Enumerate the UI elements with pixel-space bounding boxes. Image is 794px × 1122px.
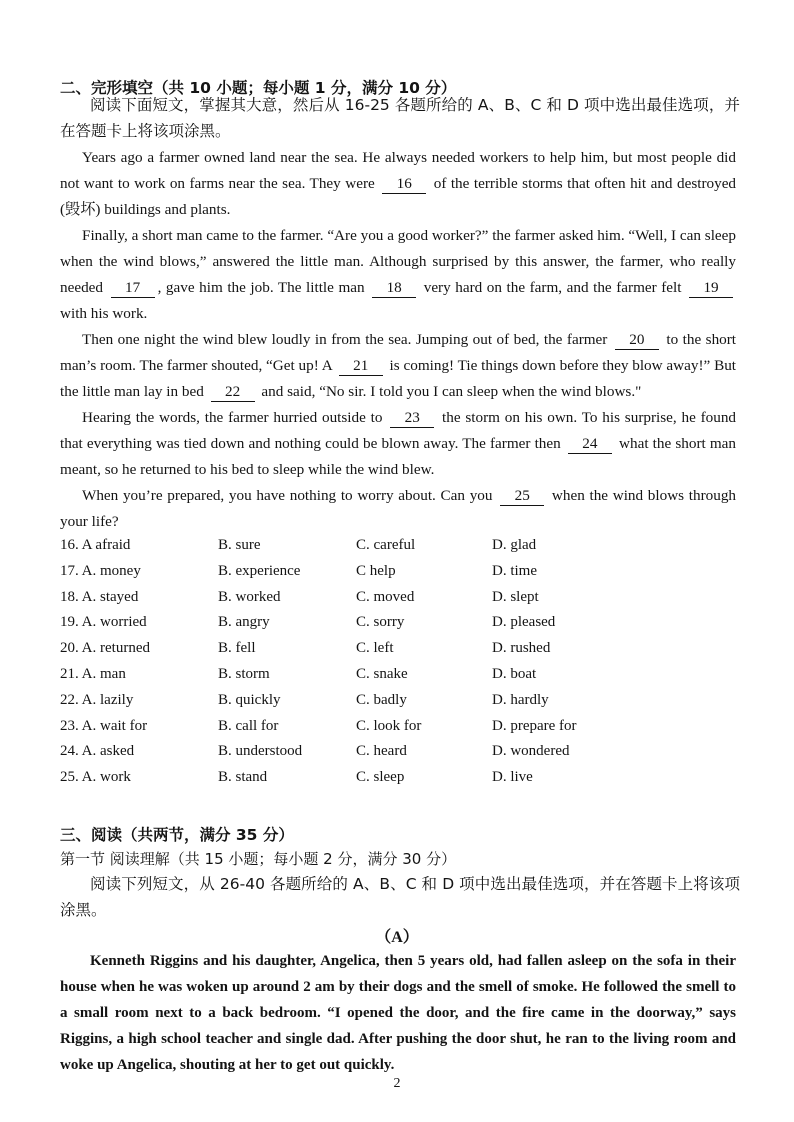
page-number: 2 (393, 1076, 401, 1091)
option-a: 18. A. stayed (60, 588, 139, 605)
blank-25: 25 (500, 487, 544, 506)
option-row-22 (60, 690, 740, 716)
text-run: and said, “No sir. I told you I can sleep when the wind blows." (261, 383, 642, 400)
option-b: B. storm (218, 665, 270, 682)
cloze-paragraph-3 (60, 327, 736, 405)
option-a: 17. A. money (60, 562, 141, 579)
text-run: is coming! Tie things down before they blow away!” But the little man lay in bed (60, 357, 737, 400)
section-3-heading: 三、阅读（共两节，满分 35 分） (60, 826, 294, 844)
blank-17: 17 (111, 279, 155, 298)
option-d: D. live (492, 769, 533, 786)
option-c: C. heard (356, 743, 407, 760)
option-row-23 (60, 716, 740, 742)
option-c: C. snake (356, 665, 408, 682)
option-d: D. prepare for (492, 717, 577, 734)
option-d: D. rushed (492, 640, 551, 657)
option-c: C. left (356, 640, 394, 657)
cloze-paragraph-4 (60, 405, 736, 483)
text-run: Hearing the words, the farmer hurried outside to (82, 409, 383, 426)
option-a: 22. A. lazily (60, 691, 134, 708)
option-a: 24. A. asked (60, 743, 135, 760)
option-c: C. badly (356, 691, 407, 708)
blank-21: 21 (339, 357, 383, 376)
blank-23: 23 (390, 409, 434, 428)
option-a: 16. A afraid (60, 537, 131, 553)
option-a: 21. A. man (60, 665, 126, 682)
option-b: B. call for (218, 717, 279, 734)
option-row-25 (60, 767, 740, 793)
text-run: what the short man meant, so he returned to his bed to sleep while the wind blew. (60, 435, 737, 478)
option-c: C help (356, 562, 396, 579)
option-d: D. time (492, 562, 537, 579)
blank-16: 16 (382, 175, 426, 194)
blank-20: 20 (615, 331, 659, 350)
section-3-subheading: 第一节 阅读理解（共 15 小题；每小题 2 分，满分 30 分） (60, 850, 457, 868)
option-b: B. experience (218, 562, 301, 579)
option-row-20 (60, 638, 740, 664)
passage-a-title: （A） (375, 929, 419, 946)
option-b: B. angry (218, 614, 270, 631)
option-b: B. understood (218, 743, 303, 760)
section-2-heading: 二、完形填空（共 10 小题；每小题 1 分，满分 10 分） (60, 79, 457, 97)
option-row-18 (60, 587, 740, 613)
option-c: C. moved (356, 588, 415, 605)
text-run: with his work. (60, 305, 148, 322)
option-row-16 (60, 535, 740, 561)
answer-options (60, 535, 740, 793)
option-row-17 (60, 561, 740, 587)
cloze-paragraph-2 (60, 223, 736, 327)
option-d: D. wondered (492, 743, 570, 760)
option-b: B. quickly (218, 691, 281, 708)
option-row-24 (60, 741, 740, 767)
option-b: B. fell (218, 640, 256, 657)
text-run: when the wind blows through your life? (60, 487, 737, 530)
passage-a-paragraph-1: Kenneth Riggins and his daughter, Angelica, then 5 years old, had fallen asleep on the sofa in their house when he was woken up around 2 am by their dogs and the smell of smoke. He followed the smell to a small room next to a back bedroom. “I opened the door, and the fire came in the doorway,” says Riggins, a high school teacher and single dad. After pushing the door shut, he ran to the living room and woke up Angelica, shouting at her to get out quickly. (60, 953, 736, 1073)
text-run: , gave him the job. The little man (157, 279, 365, 296)
option-d: D. slept (492, 588, 539, 605)
option-a: 20. A. returned (60, 640, 150, 657)
option-a: 19. A. worried (60, 614, 147, 631)
text-run: Finally, a short man came to the farmer. “Are you a good worker?” the farmer asked him. “Well, I can sleep when the wind blows,” answered the little man. Although surprised by this answer, the farmer, who really needed (60, 227, 736, 296)
option-row-21 (60, 664, 740, 690)
section-3-instruction: 阅读下列短文，从 26-40 各题所给的 A、B、C 和 D 项中选出最佳选项，并在答题卡上将该项涂黑。 (60, 875, 740, 919)
option-b: B. worked (218, 588, 281, 605)
blank-24: 24 (568, 435, 612, 454)
text-run: to the short man’s room. The farmer shouted, “Get up! A (60, 331, 737, 374)
section-2-instruction: 阅读下面短文，掌握其大意，然后从 16-25 各题所给的 A、B、C 和 D 项中选出最佳选项，并在答题卡上将该项涂黑。 (60, 96, 740, 140)
option-c: C. careful (356, 537, 416, 553)
option-d: D. boat (492, 665, 537, 682)
option-d: D. pleased (492, 614, 556, 631)
blank-19: 19 (689, 279, 733, 298)
option-c: C. sorry (356, 614, 405, 631)
cloze-paragraph-1 (60, 145, 736, 223)
text-run: very hard on the farm, and the farmer felt (423, 279, 682, 296)
text-run: When you’re prepared, you have nothing to worry about. Can you (82, 487, 493, 504)
option-a: 25. A. work (60, 769, 131, 786)
option-c: C. sleep (356, 769, 405, 786)
option-a: 23. A. wait for (60, 717, 148, 734)
text-run: Then one night the wind blew loudly in from the sea. Jumping out of bed, the farmer (82, 331, 608, 348)
option-d: D. hardly (492, 691, 549, 708)
text-run: of the terrible storms that often hit and destroyed (毁坏) buildings and plants. (60, 175, 737, 218)
option-c: C. look for (356, 717, 422, 734)
text-run: Years ago a farmer owned land near the sea. He always needed workers to help him, but most people did not want to work on farms near the sea. They were (60, 149, 736, 192)
option-b: B. sure (218, 537, 261, 553)
option-row-19 (60, 612, 740, 638)
option-b: B. stand (218, 769, 268, 786)
text-run: the storm on his own. To his surprise, he found that everything was tied down and nothing could be blown away. The farmer then (60, 409, 737, 452)
blank-18: 18 (372, 279, 416, 298)
option-d: D. glad (492, 537, 537, 553)
cloze-paragraph-5 (60, 483, 736, 535)
blank-22: 22 (211, 383, 255, 402)
